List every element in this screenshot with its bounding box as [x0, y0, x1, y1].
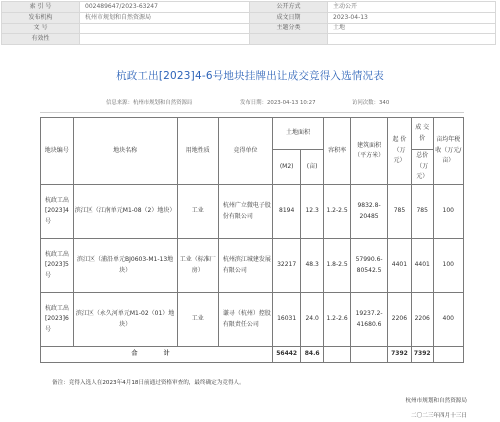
meta-value: 土地: [328, 23, 496, 34]
meta-label: 发布机构: [2, 12, 80, 23]
col-header-deal-total: 总价（万元）: [411, 150, 433, 185]
page-title: 杭政工出[2023]4-6号地块挂牌出让成交竞得入选情况表: [116, 70, 384, 82]
cell-build: 19237.2-41680.6: [351, 293, 388, 347]
total-row: [41, 347, 464, 363]
document-meta-table: [1, 1, 496, 45]
meta-value: 002489647/2023-63247: [80, 2, 250, 13]
meta-row: [2, 2, 496, 13]
cell-use: 工业（标准厂房）: [177, 239, 218, 293]
cell-use: 工业: [177, 185, 218, 239]
cell-area-mu: 48.3: [301, 239, 324, 293]
cell-build: 9832.8-20485: [351, 185, 388, 239]
cell-area-mu: 24.0: [301, 293, 324, 347]
cell-use: 工业: [177, 293, 218, 347]
table-row: [41, 185, 464, 239]
meta-label: 文 号: [2, 23, 80, 34]
col-header-far: 容积率: [324, 118, 351, 185]
col-header-deal: 成 交 价: [411, 118, 433, 150]
meta-label: 有效性: [2, 34, 80, 45]
cell-start: 4401: [388, 239, 412, 293]
cell-far: 1.2-2.5: [324, 185, 351, 239]
cell-deal: 4401: [411, 239, 433, 293]
issue-date: 二〇二三年四月十三日: [411, 413, 467, 419]
col-header-build: 建筑面积（平方米）: [351, 118, 388, 185]
cell-name: 滨江区（江南单元M1-08（2）地块）: [73, 185, 177, 239]
col-header-area: 土地面积: [273, 118, 324, 150]
col-header-code: 地块编号: [41, 118, 74, 185]
meta-row: [2, 12, 496, 23]
cell-start: 2206: [388, 293, 412, 347]
meta-label: 公开方式: [250, 2, 328, 13]
col-header-area-m2: (M2): [273, 150, 301, 185]
col-header-winner: 竞得单位: [218, 118, 272, 185]
cell-winner: 杭州滨江城建发展有限公司: [218, 239, 272, 293]
cell-tax: 400: [433, 293, 463, 347]
meta-value: [80, 34, 250, 45]
cell-code: 杭政工出[2023]4号: [41, 185, 74, 239]
cell-name: 滨江区（永久河单元M1-02（01）地块）: [73, 293, 177, 347]
cell-start: 785: [388, 185, 412, 239]
meta-value: 主动公开: [328, 2, 496, 13]
cell-area-m2: 16031: [273, 293, 301, 347]
cell-build: 57990.6-80542.5: [351, 239, 388, 293]
info-views: 访问次数：340: [352, 100, 390, 106]
info-date: 发布日期：2023-04-13 10:27: [240, 100, 316, 106]
meta-value: [328, 34, 496, 45]
cell-code: 杭政工出[2023]6号: [41, 293, 74, 347]
cell-area-m2: 8194: [273, 185, 301, 239]
cell-area-m2: 32217: [273, 239, 301, 293]
col-header-tax: 亩均年税收（万元/亩）: [433, 118, 463, 185]
meta-label: [250, 34, 328, 45]
table-row: [41, 239, 464, 293]
meta-label: 索 引 号: [2, 2, 80, 13]
header-row: [41, 118, 464, 150]
col-header-area-mu: (亩): [301, 150, 324, 185]
cell-name: 滨江区（浦沿单元BJ0603-M1-13地块）: [73, 239, 177, 293]
total-area-mu: 84.6: [301, 347, 324, 363]
meta-value: 杭州市规划和自然资源局: [80, 12, 250, 23]
total-area-m2: 56442: [273, 347, 301, 363]
cell-far: 1.8-2.5: [324, 239, 351, 293]
meta-row: [2, 23, 496, 34]
cell-far: 1.2-2.6: [324, 293, 351, 347]
total-start: 7392: [388, 347, 412, 363]
col-header-name: 地块名称: [73, 118, 177, 185]
total-tax-empty: [433, 347, 463, 363]
cell-winner: 杭州广立微电子股份有限公司: [218, 185, 272, 239]
cell-area-mu: 12.3: [301, 185, 324, 239]
meta-row: [2, 34, 496, 45]
total-deal: 7392: [411, 347, 433, 363]
table-row: [41, 293, 464, 347]
col-header-use: 用地性质: [177, 118, 218, 185]
cell-winner: 谦寻（杭州）控股有限责任公司: [218, 293, 272, 347]
cell-deal: 2206: [411, 293, 433, 347]
meta-label: 主题分类: [250, 23, 328, 34]
total-far-empty: [324, 347, 351, 363]
meta-value: [80, 23, 250, 34]
info-source: 信息来源：杭州市规划和自然资源局: [106, 100, 193, 106]
divider: [40, 112, 464, 113]
results-table: [40, 117, 464, 363]
total-build-empty: [351, 347, 388, 363]
col-header-start: 起 价（万元）: [388, 118, 412, 185]
meta-label: 成文日期: [250, 12, 328, 23]
total-label: 合 计: [41, 347, 273, 363]
cell-tax: 100: [433, 239, 463, 293]
cell-deal: 785: [411, 185, 433, 239]
remark-note: 备注：竞得入选人在2023年4月18日前通过资格审查的，最终确定为竞得人。: [52, 380, 245, 386]
issuer-org: 杭州市规划和自然资源局: [405, 398, 467, 404]
cell-tax: 100: [433, 185, 463, 239]
cell-code: 杭政工出[2023]5号: [41, 239, 74, 293]
meta-value: 2023-04-13: [328, 12, 496, 23]
